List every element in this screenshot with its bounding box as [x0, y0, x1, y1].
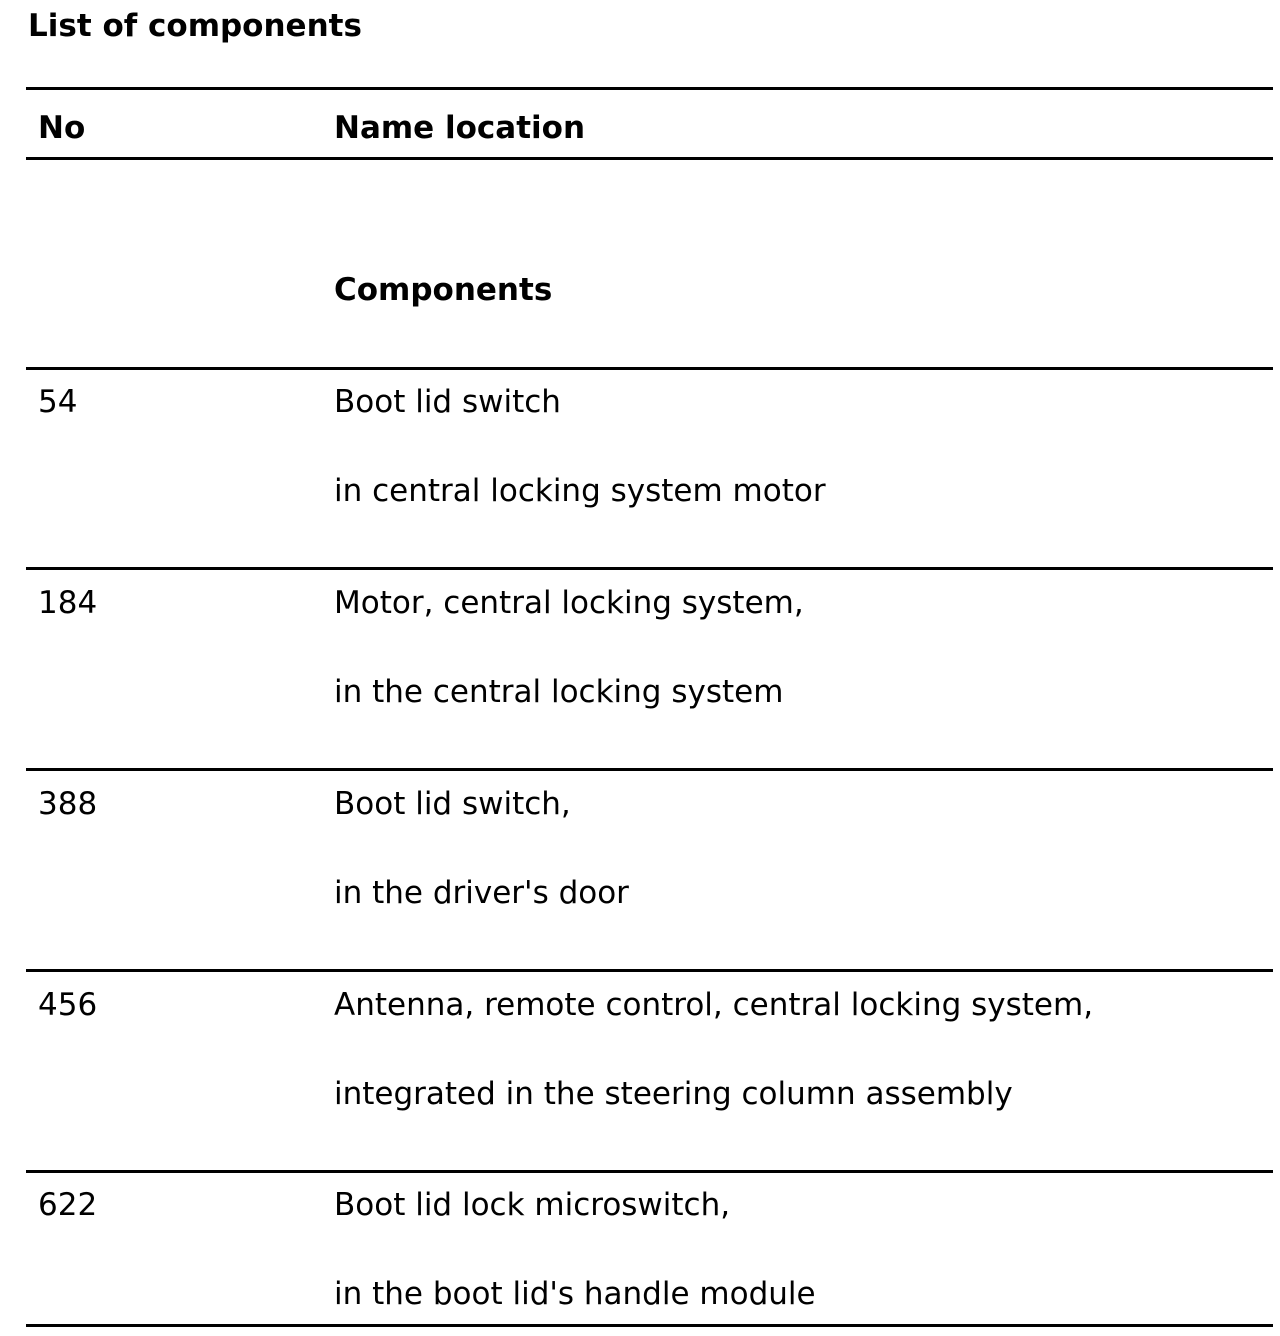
section-heading: Components — [334, 272, 553, 308]
table-top-rule — [26, 87, 1273, 90]
row-name: Antenna, remote control, central locking system, — [334, 987, 1094, 1023]
row-name: Motor, central locking system, — [334, 585, 804, 621]
row-location: in the driver's door — [334, 875, 629, 911]
document-title: List of components — [28, 8, 362, 44]
row-number: 456 — [38, 987, 98, 1023]
row-number: 184 — [38, 585, 98, 621]
row-name: Boot lid switch, — [334, 786, 571, 822]
row-location: integrated in the steering column assembly — [334, 1076, 1013, 1112]
row-location: in central locking system motor — [334, 473, 826, 509]
row-name: Boot lid switch — [334, 384, 561, 420]
row-divider — [26, 969, 1273, 972]
row-divider — [26, 768, 1273, 771]
header-bottom-rule — [26, 157, 1273, 160]
row-number: 388 — [38, 786, 98, 822]
row-number: 622 — [38, 1187, 98, 1223]
header-name-location: Name location — [334, 110, 586, 146]
row-divider — [26, 367, 1273, 370]
row-location: in the boot lid's handle module — [334, 1276, 816, 1312]
table-bottom-rule — [26, 1324, 1273, 1327]
header-no: No — [38, 110, 86, 146]
row-divider — [26, 567, 1273, 570]
row-location: in the central locking system — [334, 674, 784, 710]
row-number: 54 — [38, 384, 78, 420]
row-divider — [26, 1170, 1273, 1173]
row-name: Boot lid lock microswitch, — [334, 1187, 731, 1223]
